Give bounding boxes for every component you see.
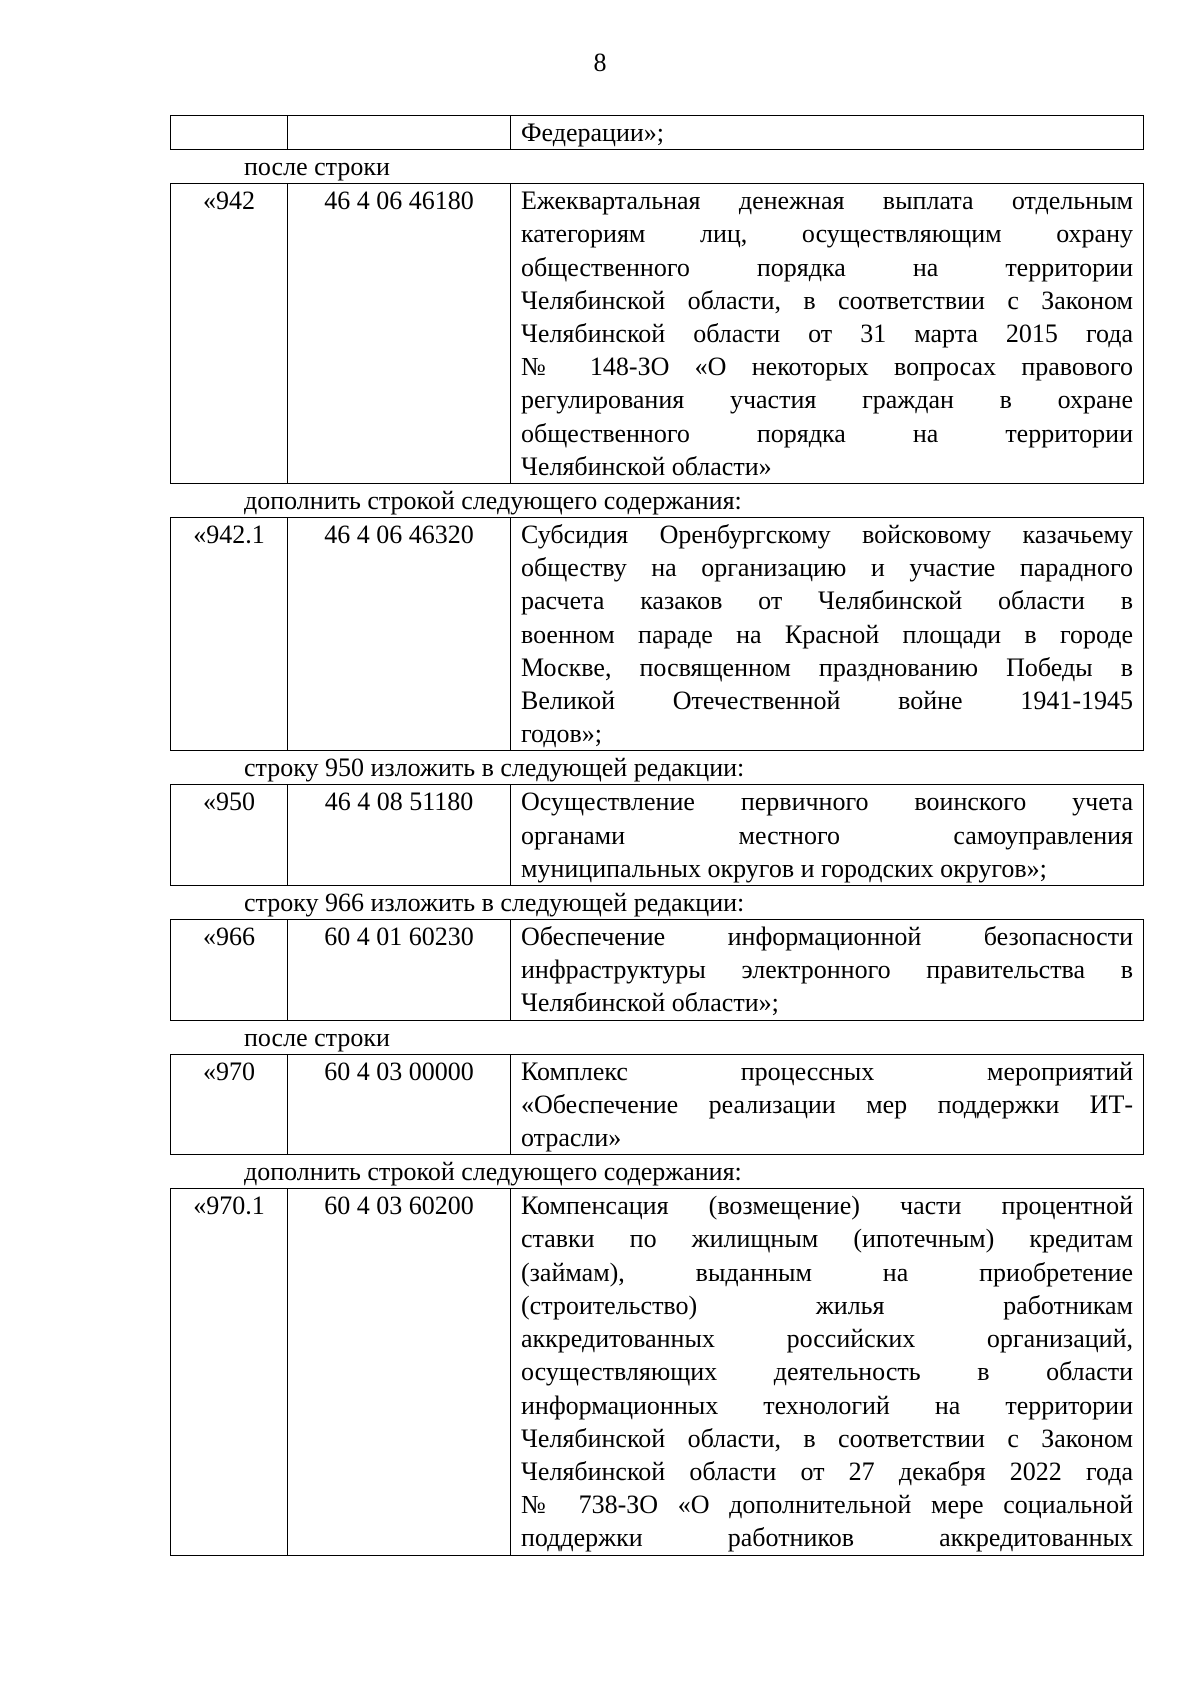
description-line: годов»; [521,719,602,749]
description-cell [511,116,1144,150]
row-number-cell: «950 [171,785,288,886]
code-cell: 46 4 06 46320 [288,518,511,751]
code-cell: 60 4 01 60230 [288,920,511,1021]
amendment-instruction: после строки [244,1022,390,1052]
description-cell [511,184,1144,484]
description-line: Челябинской области от 31 марта 2015 года [521,319,1133,349]
amendment-instruction: строку 950 изложить в следующей редакции: [244,753,745,783]
description-line: органами местного самоуправления [521,820,1133,850]
description-line: Ежеквартальная денежная выплата отдельным [521,186,1133,216]
description-cell [511,920,1144,1021]
table-row [171,116,1144,150]
description-line: общественного порядка на территории [521,418,1133,448]
description-line: Компенсация (возмещение) части процентной [521,1191,1133,1221]
description-line: Челябинской области, в соответствии с Законом [521,285,1133,315]
description-line: Обеспечение информационной безопасности [521,922,1133,952]
page-number: 8 [593,48,607,77]
row-number-cell: «942.1 [171,518,288,751]
description-line: поддержки работников аккредитованных [521,1523,1133,1553]
row-number-cell: «970.1 [171,1189,288,1555]
row-number-cell: «970 [171,1054,288,1155]
description-line: (строительство) жилья работникам [521,1290,1133,1320]
description-line: Субсидия Оренбургскому войсковому казачьему [521,520,1133,550]
description-line: «Обеспечение реализации мер поддержки ИТ- [521,1089,1133,1119]
description-line: Челябинской области»; [521,988,779,1018]
code-table [170,1188,1144,1555]
description-line: инфраструктуры электронного правительства в [521,955,1133,985]
code-cell: 46 4 06 46180 [288,184,511,484]
description-line: военном параде на Красной площади в городе [521,619,1133,649]
amendment-instruction: после строки [244,152,390,182]
description-cell [511,1189,1144,1555]
description-line: категориям лиц, осуществляющим охрану [521,219,1133,249]
row-number-cell: «942 [171,184,288,484]
description-line: Комплекс процессных мероприятий [521,1056,1133,1086]
table-row [171,1189,1144,1555]
description-line: ставки по жилищным (ипотечным) кредитам [521,1224,1133,1254]
description-line: информационных технологий на территории [521,1390,1133,1420]
table-row [171,920,1144,1021]
description-line: аккредитованных российских организаций, [521,1324,1133,1354]
description-line: Федерации»; [521,118,665,147]
description-line: обществу на организацию и участие парадного [521,553,1133,583]
description-line: Челябинской области, в соответствии с Законом [521,1423,1133,1453]
code-cell [288,116,511,150]
row-number-cell [171,116,288,150]
description-line: расчета казаков от Челябинской области в [521,586,1133,616]
description-line: Осуществление первичного воинского учета [521,787,1133,817]
description-line: (займам), выданным на приобретение [521,1257,1133,1287]
table-row [171,518,1144,751]
table-row [171,184,1144,484]
code-cell: 60 4 03 00000 [288,1054,511,1155]
amendment-instruction: дополнить строкой следующего содержания: [244,486,742,516]
code-table [170,1054,1144,1156]
amendment-instruction: дополнить строкой следующего содержания: [244,1157,742,1187]
document-body [170,115,1133,1556]
code-cell: 46 4 08 51180 [288,785,511,886]
code-table [170,784,1144,886]
code-table [170,115,1144,150]
description-cell [511,1054,1144,1155]
table-row [171,785,1144,886]
description-line: Челябинской области» [521,451,772,481]
code-table [170,517,1144,751]
description-line: регулирования участия граждан в охране [521,385,1133,415]
description-line: Челябинской области от 27 декабря 2022 года [521,1456,1133,1486]
description-cell [511,785,1144,886]
description-line: общественного порядка на территории [521,252,1133,282]
code-table [170,919,1144,1021]
code-cell: 60 4 03 60200 [288,1189,511,1555]
amendment-instruction: строку 966 изложить в следующей редакции: [244,888,745,918]
description-line: Великой Отечественной войне 1941-1945 [521,686,1133,716]
description-line: муниципальных округов и городских округов»; [521,853,1047,883]
code-table [170,183,1144,484]
description-line: осуществляющих деятельность в области [521,1357,1133,1387]
description-line: Москве, посвященном празднованию Победы в [521,652,1133,682]
description-line: № 738-ЗО «О дополнительной мере социальной [521,1490,1133,1520]
description-cell [511,518,1144,751]
table-row [171,1054,1144,1155]
row-number-cell: «966 [171,920,288,1021]
description-line: отрасли» [521,1123,622,1153]
description-line: № 148-ЗО «О некоторых вопросах правового [521,352,1133,382]
